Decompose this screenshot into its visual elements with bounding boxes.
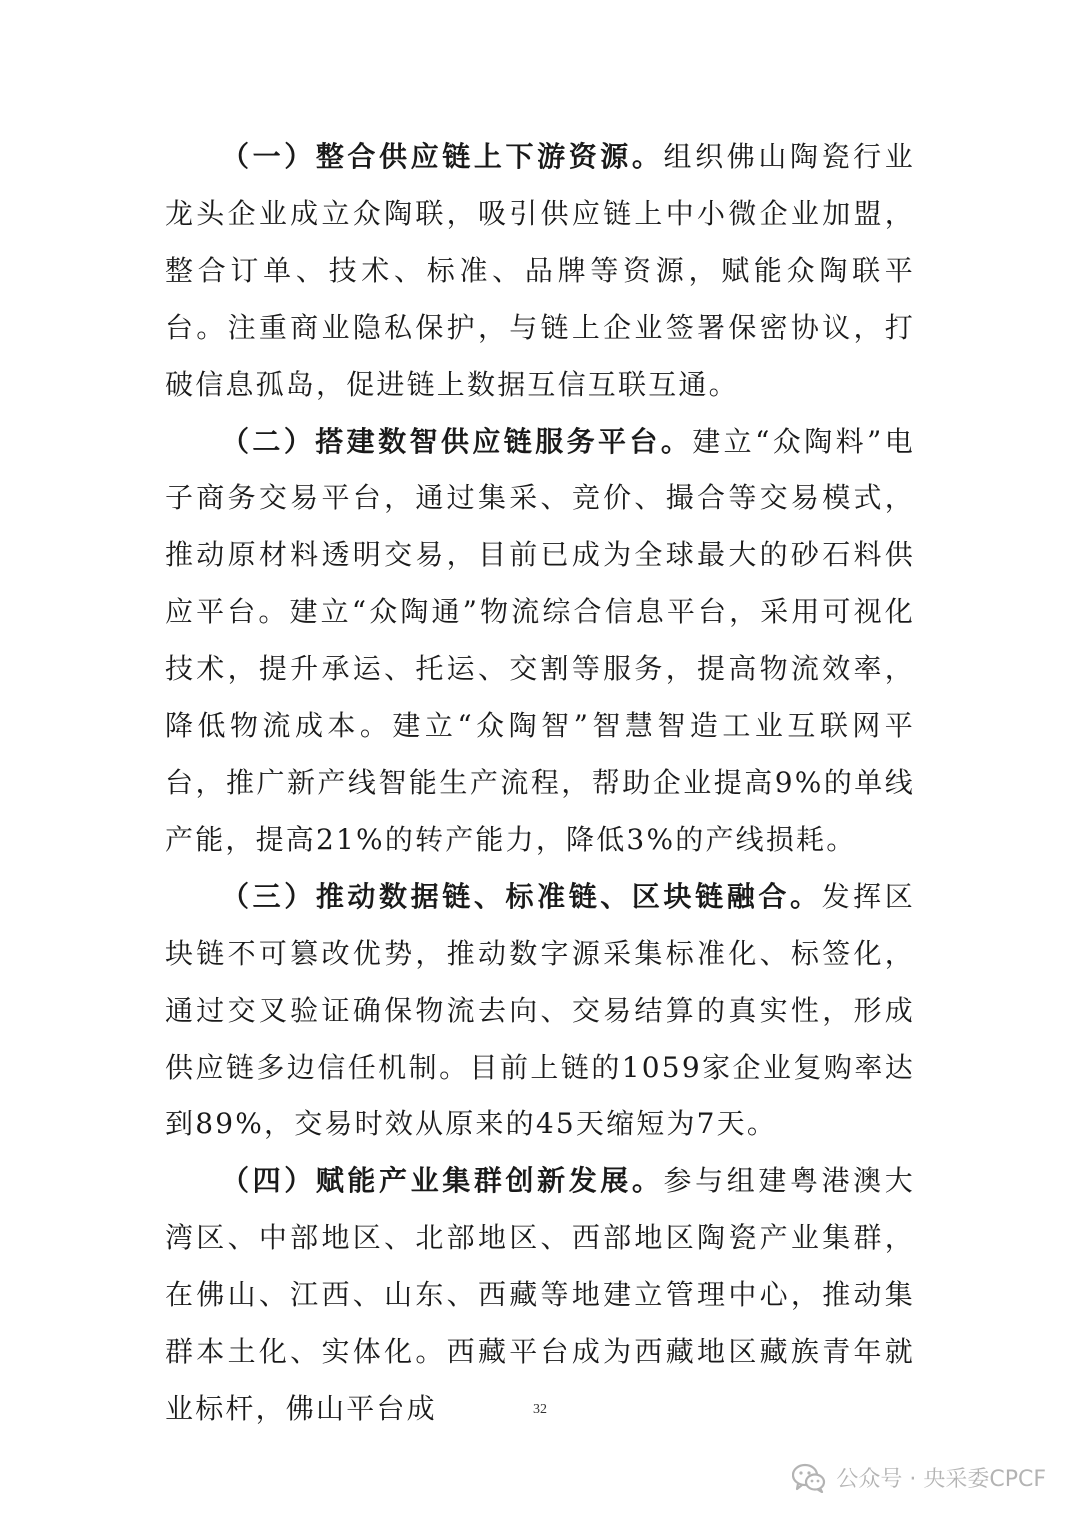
body-text (165, 129, 915, 1438)
paragraph-1-heading: （一）整合供应链上下游资源。 (221, 140, 664, 173)
watermark (792, 1462, 1046, 1493)
paragraph-4-text: 参与组建粤港澳大湾区、中部地区、北部地区、西部地区陶瓷产业集群，在佛山、江西、山东、西藏等地建立管理中心，推动集群本土化、实体化。西藏平台成为西藏地区藏族青年就业标杆，佛山平台成 (165, 1164, 915, 1425)
paragraph-3-text: 发挥区块链不可篡改优势，推动数字源采集标准化、标签化，通过交叉验证确保物流去向、交易结算的真实性，形成供应链多边信任机制。目前上链的1059家企业复购率达到89%，交易时效从原来的45天缩短为7天。 (165, 879, 915, 1141)
watermark-text: 公众号 · 央采委CPCF (836, 1467, 1046, 1492)
wechat-icon (792, 1463, 826, 1493)
paragraph-1-text: 组织佛山陶瓷行业龙头企业成立众陶联，吸引供应链上中小微企业加盟，整合订单、技术、标准、品牌等资源，赋能众陶联平台。注重商业隐私保护，与链上企业签署保密协议，打破信息孤岛，促进链上数据互信互联互通。 (165, 140, 915, 401)
paragraph-2-text: 建立“众陶料”电子商务交易平台，通过集采、竞价、撮合等交易模式，推动原材料透明交易，目前已成为全球最大的砂石料供应平台。建立“众陶通”物流综合信息平台，采用可视化技术，提升承运、托运、交割等服务，提高物流效率，降低物流成本。建立“众陶智”智慧智造工业互联网平台，推广新产线智能生产流程，帮助企业提高9%的单线产能，提高21%的转产能力，降低3%的产线损耗。 (165, 424, 915, 856)
paragraph-3-heading: （三）推动数据链、标准链、区块链融合。 (221, 879, 822, 913)
page-number: 32 (533, 1402, 547, 1417)
paragraph-2-heading: （二）搭建数智供应链服务平台。 (221, 424, 693, 458)
paragraph-4 (165, 1153, 915, 1438)
paragraph-2 (165, 414, 915, 869)
paragraph-3 (165, 869, 915, 1154)
paragraph-4-heading: （四）赋能产业集群创新发展。 (221, 1164, 664, 1198)
paragraph-1 (165, 129, 915, 414)
